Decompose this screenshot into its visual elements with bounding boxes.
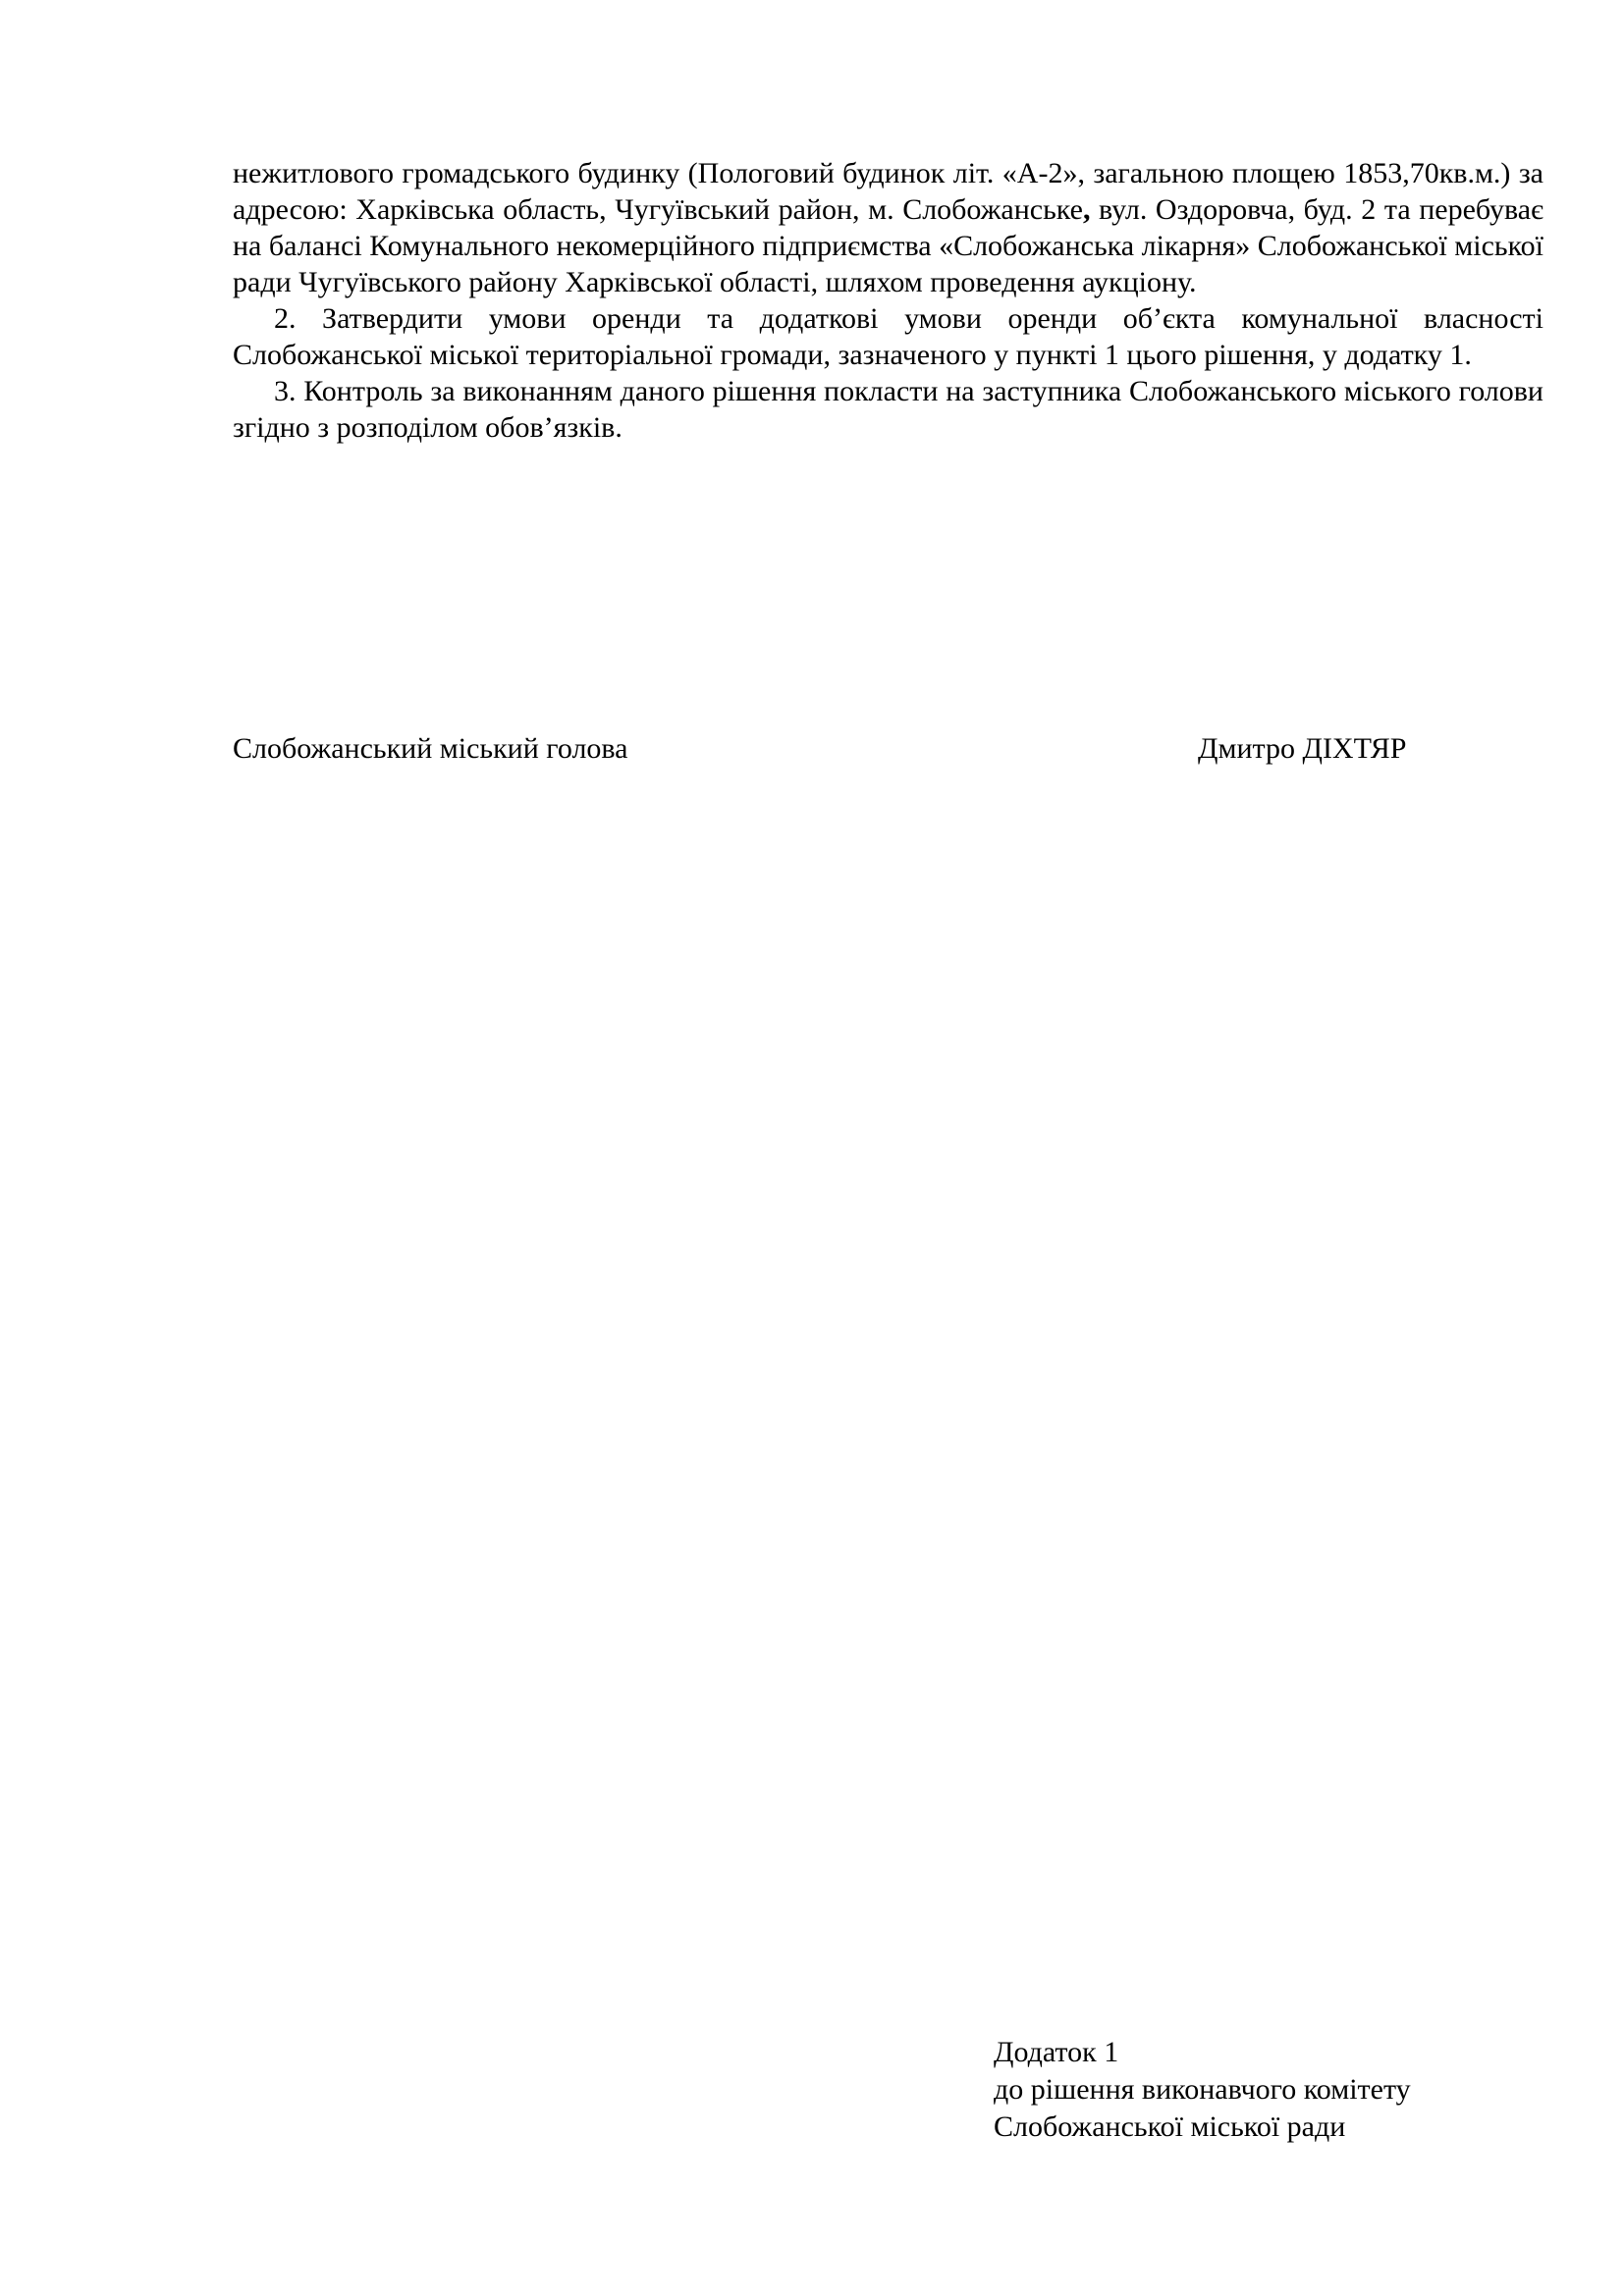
signatory-name: Дмитро ДІХТЯР <box>1198 732 1407 765</box>
appendix-reference-line-2: Слобожанської міської ради <box>994 2110 1346 2143</box>
decision-item-2: 2. Затвердити умови оренди та додаткові умови оренди об’єкта комунальної власності Слобожанської міської територіальної громади, зазначеного у пункті 1 цього рішення, у додатку 1. <box>233 302 1543 371</box>
paragraph-continuation-text-before: нежитлового громадського будинку (Пологовий будинок літ. «А-2», загальною площею 1853,70кв.м.) за адресою: Харківська область, Чугуївський район, м. Слобожанське <box>233 157 1543 226</box>
appendix-title: Додаток 1 <box>994 2036 1119 2068</box>
paragraph-continuation <box>233 155 1543 300</box>
decision-body <box>233 155 1543 446</box>
signature-block <box>233 730 1543 767</box>
appendix-reference-line-1: до рішення виконавчого комітету <box>994 2073 1411 2106</box>
paragraph-continuation-text-after: вул. Оздоровча, буд. 2 та перебуває на балансі Комунального некомерційного підприємства «Слобожанська лікарня» Слобожанської міської ради Чугуївського району Харківської області, шляхом проведення аукціону. <box>233 193 1543 298</box>
signatory-title: Слобожанський міський голова <box>233 732 628 765</box>
appendix-block <box>994 2034 1411 2146</box>
decision-item-3: 3. Контроль за виконанням даного рішення покласти на заступника Слобожанського міського голови згідно з розподілом обов’язків. <box>233 375 1543 444</box>
bold-comma: , <box>1082 193 1091 226</box>
